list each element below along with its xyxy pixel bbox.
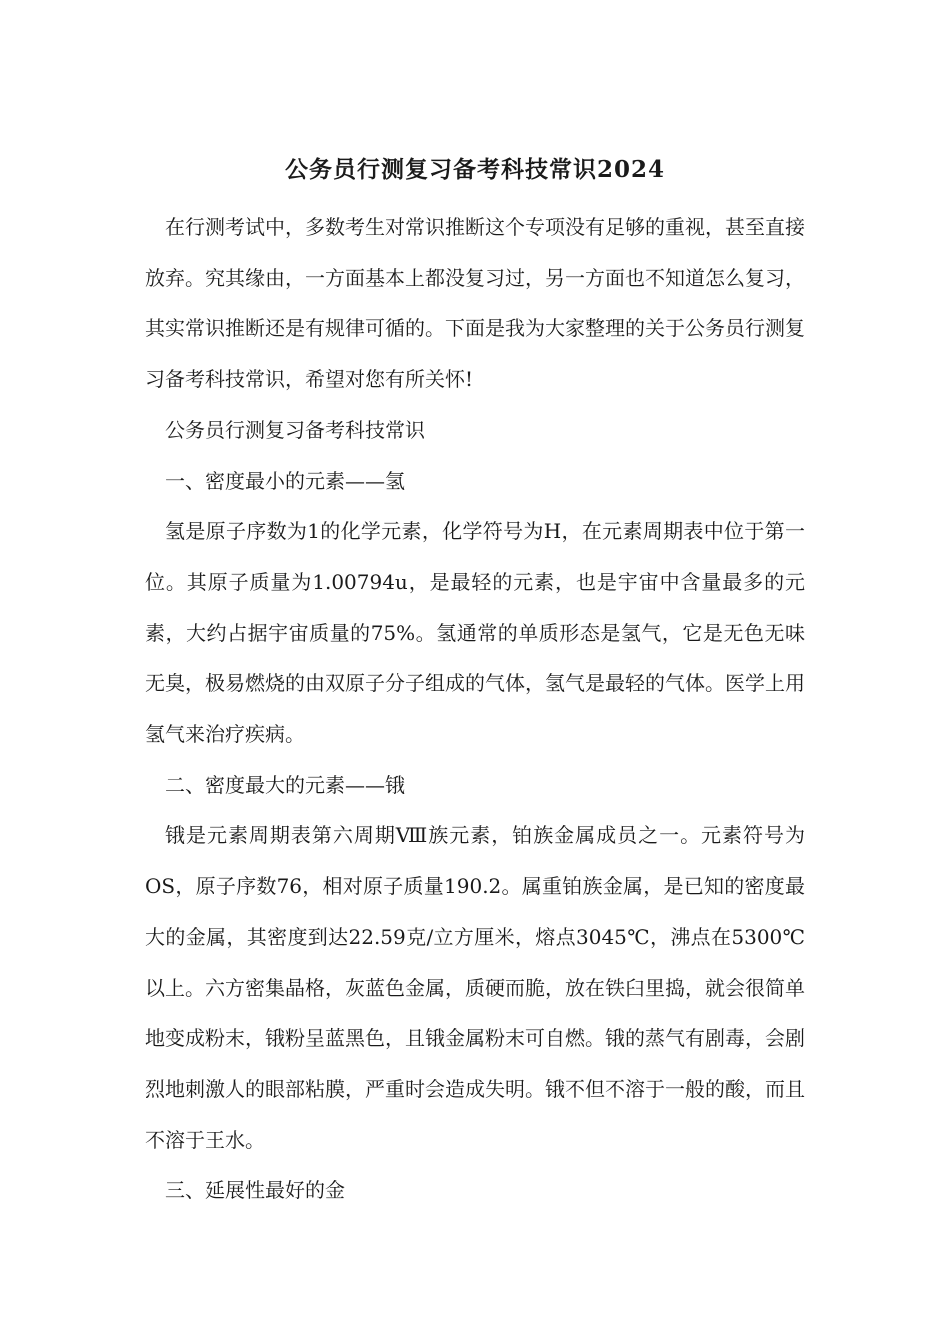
document-title: 公务员行测复习备考科技常识2024 [284,156,665,183]
heading-gold: 三、延展性最好的金 [165,1178,345,1203]
heading-osmium: 二、密度最大的元素——锇 [165,772,405,797]
document-body [145,202,805,1216]
section-title: 公务员行测复习备考科技常识 [165,417,425,442]
intro-paragraph: 在行测考试中，多数考生对常识推断这个专项没有足够的重视，甚至直接放弃。究其缘由，一方面基本上都没复习过，另一方面也不知道怎么复习，其实常识推断还是有规律可循的。下面是我为大家整理的关于公务员行测复习备考科技常识，希望对您有所关怀! [145,215,805,392]
paragraph-osmium: 锇是元素周期表第六周期Ⅷ族元素，铂族金属成员之一。元素符号为OS，原子序数76，相对原子质量190.2。属重铂族金属，是已知的密度最大的金属，其密度到达22.59克/立方厘米，熔点3045℃，沸点在5300℃以上。六方密集晶格，灰蓝色金属，质硬而脆，放在铁臼里捣，就会很简单地变成粉末，锇粉呈蓝黑色，且锇金属粉末可自燃。锇的蒸气有剧毒，会剧烈地刺激人的眼部粘膜，严重时会造成失明。锇不但不溶于一般的酸，而且不溶于王水。 [145,823,805,1152]
paragraph-hydrogen: 氢是原子序数为1的化学元素，化学符号为H，在元素周期表中位于第一位。其原子质量为1.00794u，是最轻的元素，也是宇宙中含量最多的元素，大约占据宇宙质量的75%。氢通常的单质形态是氢气，它是无色无味无臭，极易燃烧的由双原子分子组成的气体，氢气是最轻的气体。医学上用氢气来治疗疾病。 [145,519,805,747]
heading-hydrogen: 一、密度最小的元素——氢 [165,468,405,493]
